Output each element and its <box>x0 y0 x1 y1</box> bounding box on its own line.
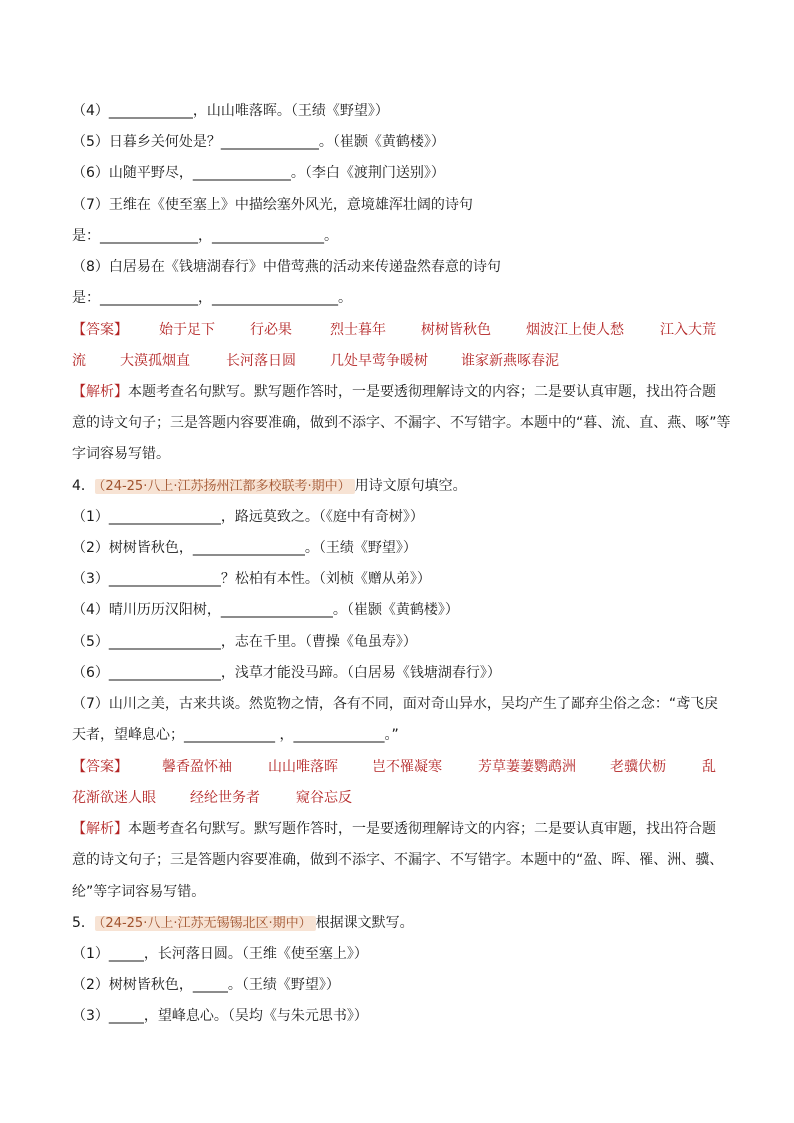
answer-item: 乱 <box>702 759 716 775</box>
q3-item-7: （7）王维在《使至塞上》中描绘塞外风光，意境雄浑壮阔的诗句 <box>72 197 473 213</box>
q4-item-2: （2）树树皆秋色，________________。（王绩《野望》） <box>72 540 417 556</box>
q5-item-2: （2）树树皆秋色，_____。（王绩《野望》） <box>72 977 340 993</box>
answer-item: 烈士暮年 <box>330 322 386 338</box>
question-number: 5． <box>72 915 95 931</box>
answer-item: 馨香盈怀袖 <box>162 759 232 775</box>
answer-item: 芳草萋萋鹦鹉洲 <box>478 759 576 775</box>
answer-label: 【答案】 <box>72 322 128 338</box>
q3-analysis-line2: 意的诗文句子；三是答题内容要准确，做到不添字、不漏字、不写错字。本题中的“暮、流、直、燕、啄”等 <box>72 415 731 431</box>
analysis-label: 【解析】 <box>72 821 128 837</box>
analysis-text: 本题考查名句默写。默写题作答时，一是要透彻理解诗文的内容；二是要认真审题，找出符合题 <box>128 384 716 400</box>
answer-item: 岂不罹凝寒 <box>372 759 442 775</box>
answer-item: 江入大荒 <box>660 322 716 338</box>
question-prompt: 根据课文默写。 <box>315 915 414 931</box>
q3-item-8-answer: 是：______________，__________________。 <box>72 290 352 306</box>
q3-item-7-answer: 是：______________，________________。 <box>72 228 338 244</box>
q3-analysis-line1 <box>72 382 716 402</box>
q3-item-6: （6）山随平野尽，______________。（李白《渡荆门送别》） <box>72 165 445 181</box>
q4-item-1: （1）________________，路远莫致之。（《庭中有奇树》） <box>72 509 424 525</box>
answer-item: 流 <box>72 353 86 369</box>
q3-analysis-line3: 字词容易写错。 <box>72 446 170 462</box>
answer-item: 经纶世务者 <box>190 790 260 806</box>
answer-item: 烟波江上使人愁 <box>526 322 624 338</box>
q4-item-5: （5）________________，志在千里。（曹操《龟虽寿》） <box>72 634 417 650</box>
q4-header <box>72 476 467 497</box>
answer-item: 树树皆秋色 <box>421 322 491 338</box>
analysis-label: 【解析】 <box>72 384 128 400</box>
answer-label: 【答案】 <box>72 759 128 775</box>
answer-item: 山山唯落晖 <box>268 759 338 775</box>
q3-item-5: （5）日暮乡关何处是？______________。（崔颢《黄鹤楼》） <box>72 134 445 150</box>
question-prompt: 用诗文原句填空。 <box>354 478 467 494</box>
source-tag: （24-25·八上·江苏扬州江都多校联考·期中） <box>95 479 355 494</box>
answer-item: 行必果 <box>250 322 292 338</box>
q4-analysis-line2: 意的诗文句子；三是答题内容要准确，做到不添字、不漏字、不写错字。本题中的“盈、晖、罹、洲、骥、 <box>72 852 724 868</box>
answer-item: 几处早莺争暖树 <box>330 353 428 369</box>
answer-item: 花渐欲迷人眼 <box>72 790 156 806</box>
q4-analysis-line1 <box>72 819 716 839</box>
analysis-text: 本题考查名句默写。默写题作答时，一是要透彻理解诗文的内容；二是要认真审题，找出符合题 <box>128 821 716 837</box>
answer-item: 长河落日圆 <box>226 353 296 369</box>
q5-item-3: （3）_____，望峰息心。（吴均《与朱元思书》） <box>72 1008 368 1024</box>
source-tag: （24-25·八上·江苏无锡锡北区·期中） <box>95 916 316 931</box>
q3-item-4: （4）____________，山山唯落晖。（王绩《野望》） <box>72 103 389 119</box>
q5-item-1: （1）_____，长河落日圆。（王维《使至塞上》） <box>72 946 368 962</box>
answer-item: 窥谷忘反 <box>296 790 352 806</box>
answer-item: 老骥伏枥 <box>610 759 666 775</box>
q4-item-4: （4）晴川历历汉阳树，________________。（崔颢《黄鹤楼》） <box>72 602 459 618</box>
answer-item: 谁家新燕啄春泥 <box>461 353 559 369</box>
q3-item-8: （8）白居易在《钱塘湖春行》中借莺燕的活动来传递盎然春意的诗句 <box>72 259 501 275</box>
q4-item-3: （3）________________？松柏有本性。（刘桢《赠从弟》） <box>72 571 431 587</box>
q3-answer-line1 <box>72 320 716 340</box>
q4-item-6: （6）________________，浅草才能没马蹄。（白居易《钱塘湖春行》） <box>72 665 501 681</box>
q5-header <box>72 913 414 934</box>
q4-answer-line1 <box>72 757 716 777</box>
q4-item-7-cont: 天者，望峰息心；_____________ ，_____________。” <box>72 727 399 743</box>
q4-item-7: （7）山川之美，古来共谈。然览物之情，各有不同，面对奇山异水，吴均产生了鄙弃尘俗之念：“鸢飞戾 <box>72 696 719 712</box>
question-number: 4． <box>72 478 95 494</box>
answer-item: 大漠孤烟直 <box>120 353 190 369</box>
q4-analysis-line3: 纶”等字词容易写错。 <box>72 884 206 900</box>
answer-item: 始于足下 <box>159 322 215 338</box>
